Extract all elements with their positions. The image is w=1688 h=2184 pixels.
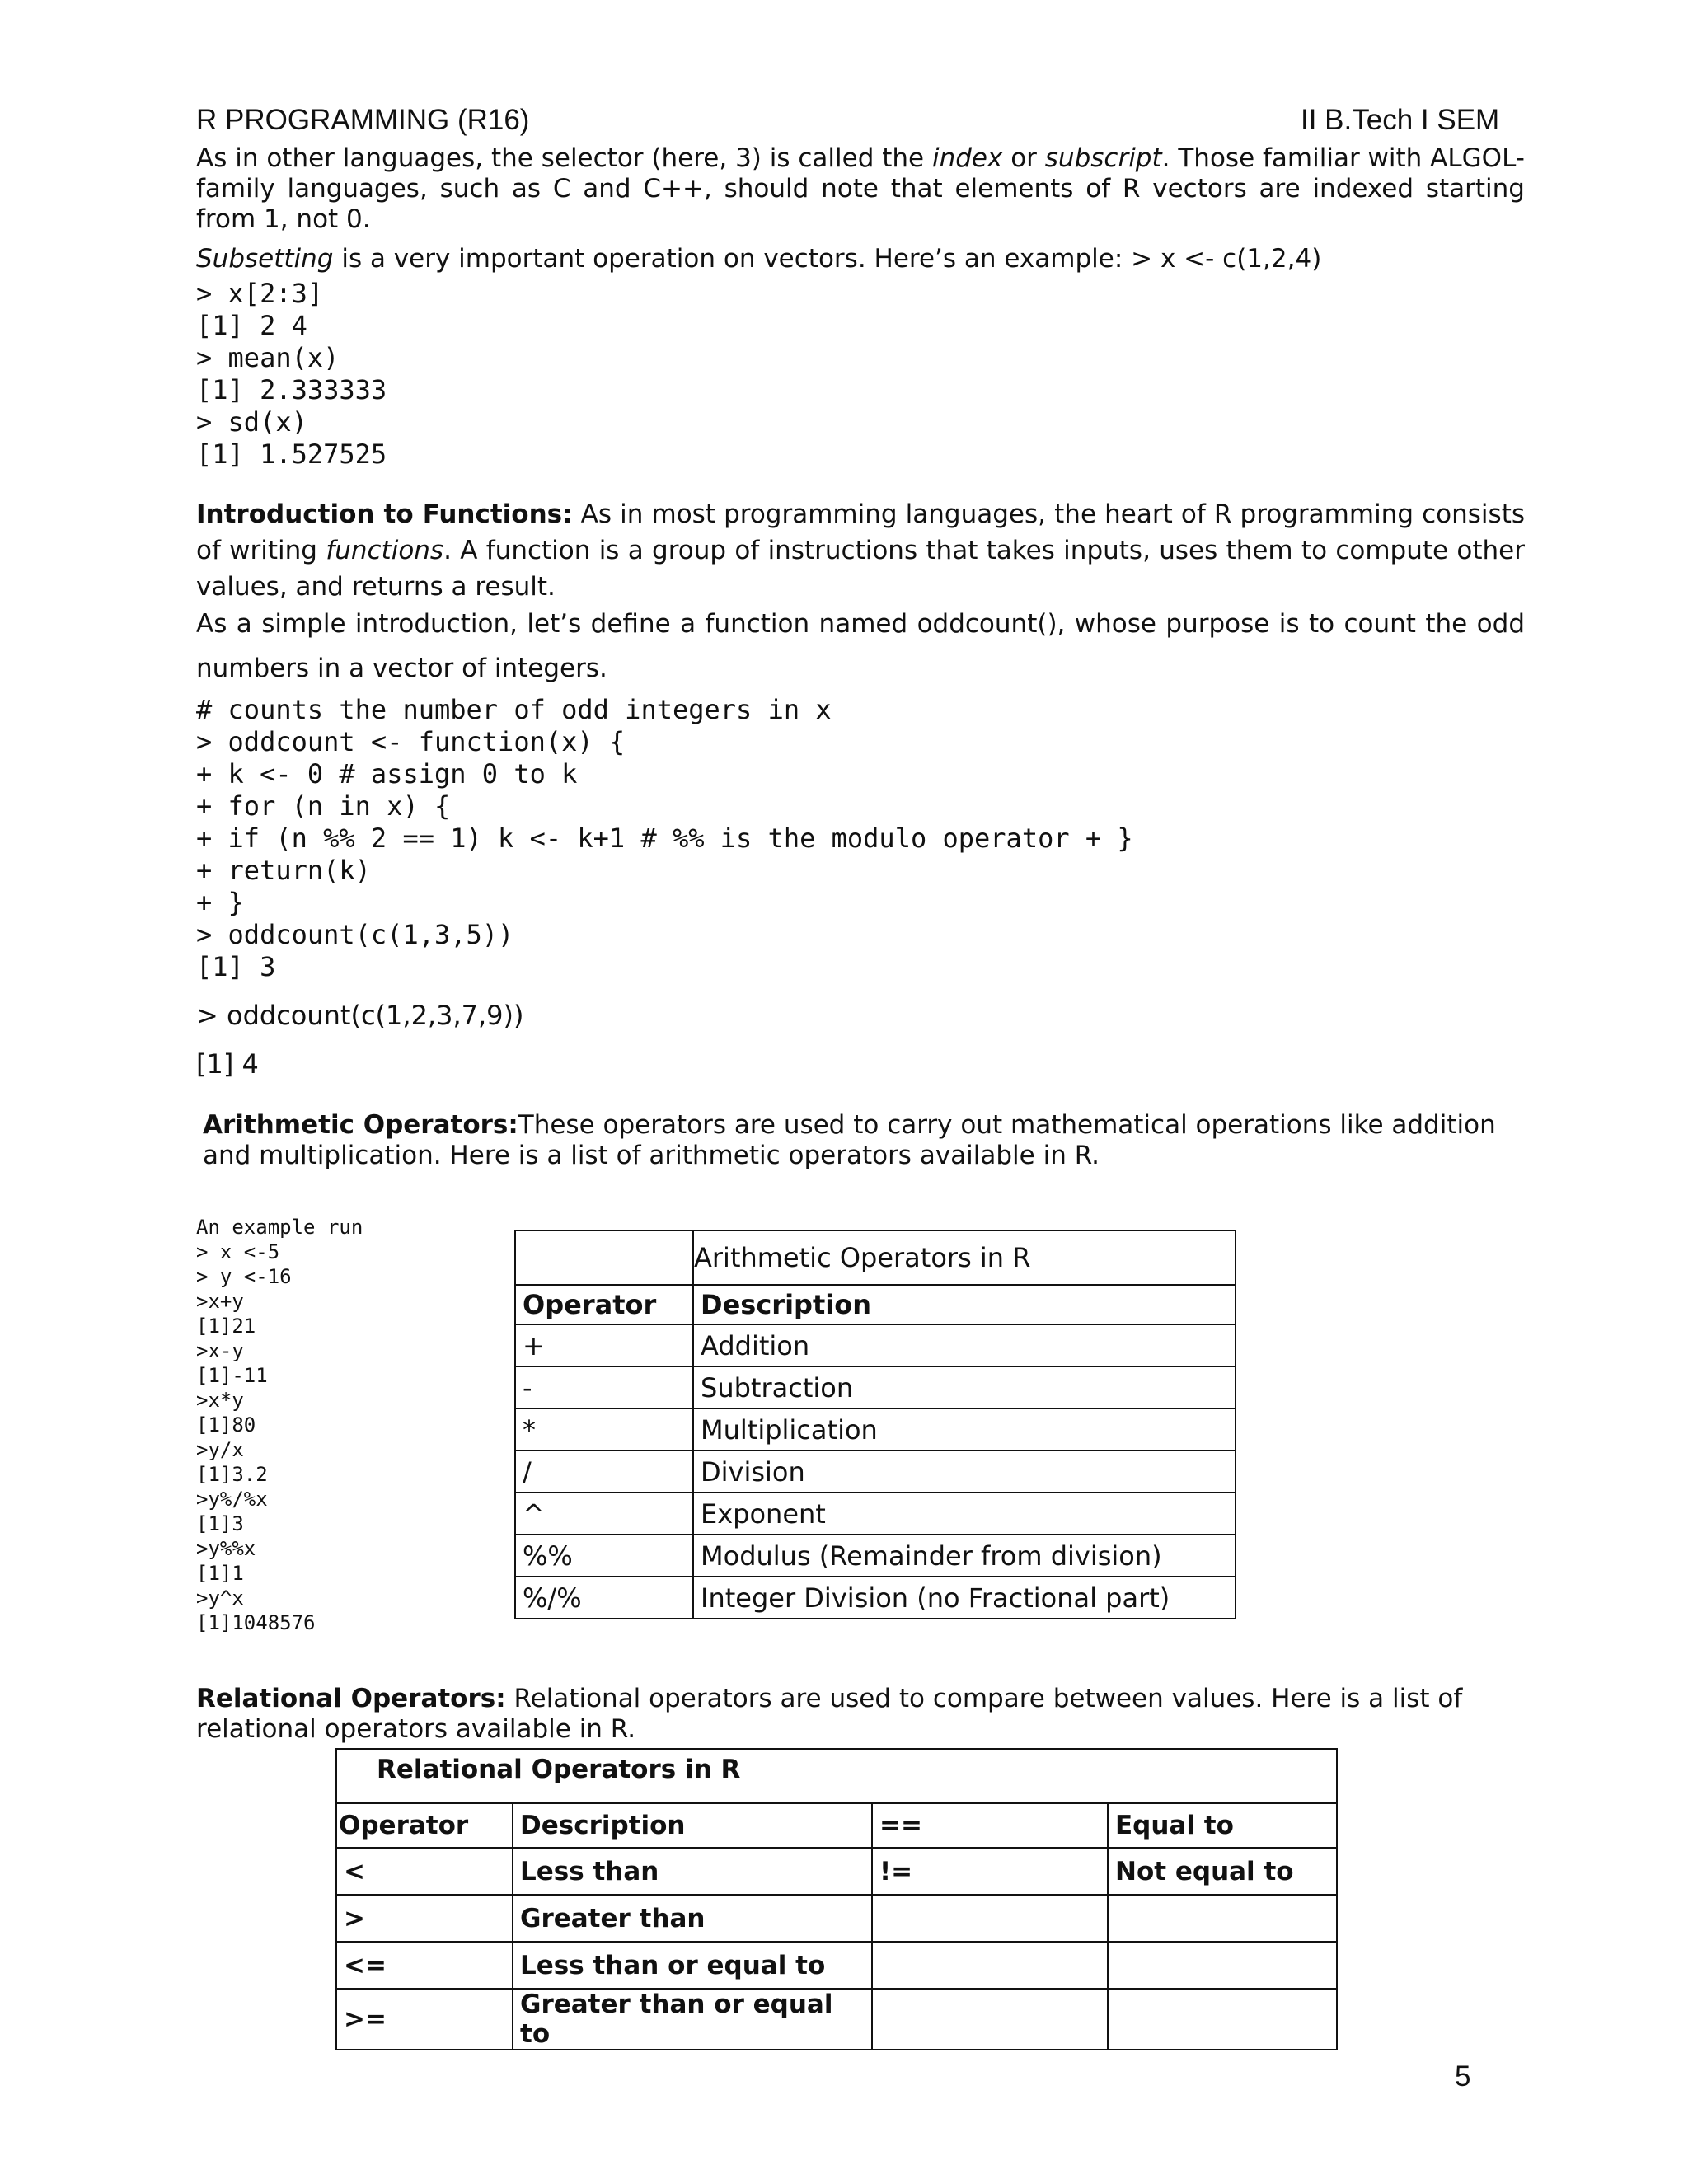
oddcount-call-line: > oddcount(c(1,2,3,7,9)) [196,1000,524,1031]
oddcount-code-block: # counts the number of odd integers in x > oddcount <- function(x) { + k <- 0 # assign 0 to k + for (n in x) { + if (n %% 2 == 1) k <- k+1 # %% is the modulo operator + } + return(k) + } > oddcount(c(1,3,5)) [1] 3 [196,694,1133,982]
arithmetic-example-run: An example run > x <-5 > y <-16 >x+y [1]21 >x-y [1]-11 >x*y [1]80 >y/x [1]3.2 >y%/%x [1]3 >y%%x [1]1 >y^x [1]1048576 [196,1216,363,1634]
header-course-title: R PROGRAMMING (R16) [196,104,530,136]
intro-paragraph: As in other languages, the selector (here, 3) is called the index or subscript. Those familiar with ALGOL-family languages, such as C and C++, should note that elements of R vectors are indexed starting from 1, not 0. [196,143,1525,234]
operator-cell [872,1942,1108,1989]
operator-cell [872,1895,1108,1942]
column-header-operator: Operator [515,1285,693,1324]
description-cell: Exponent [693,1493,1236,1535]
relational-heading: Relational Operators: [196,1684,506,1713]
table-row [336,1942,1337,1989]
operator-cell: + [515,1324,693,1366]
operator-cell [872,1989,1108,2050]
table-row [515,1408,1236,1451]
operator-cell: != [872,1848,1108,1895]
operator-cell: > [336,1895,513,1942]
operator-cell: < [336,1848,513,1895]
description-cell: Integer Division (no Fractional part) [693,1577,1236,1619]
functions-heading: Introduction to Functions: [196,499,573,529]
arithmetic-operators-table [514,1230,1236,1619]
description-cell: Multiplication [693,1408,1236,1451]
description-cell: Greater than or equal to [513,1989,872,2050]
operator-cell: ^ [515,1493,693,1535]
relational-paragraph: Relational Operators: Relational operators are used to compare between values. Here is a list of relational operators available in R. [196,1684,1463,1744]
column-header-description: Description [513,1803,872,1848]
table-row [515,1451,1236,1493]
operator-cell: <= [336,1942,513,1989]
arithmetic-table-title: Arithmetic Operators in R [693,1230,1236,1285]
header-semester: II B.Tech I SEM [1301,104,1500,136]
operator-cell: == [872,1803,1108,1848]
description-cell: Subtraction [693,1366,1236,1408]
subsetting-paragraph: Subsetting is a very important operation on vectors. Here’s an example: > x <- c(1,2,4) [196,244,1322,274]
operator-cell: * [515,1408,693,1451]
description-cell: Greater than [513,1895,872,1942]
relational-table-title: Relational Operators in R [336,1749,1337,1803]
description-cell: Less than or equal to [513,1942,872,1989]
operator-cell: / [515,1451,693,1493]
description-cell [1108,1942,1337,1989]
operator-cell: %/% [515,1577,693,1619]
table-row [336,1848,1337,1895]
operator-cell: - [515,1366,693,1408]
functions-paragraph: Introduction to Functions: As in most programming languages, the heart of R programming consists of writing functions. A function is a group of instructions that takes inputs, uses them to compute other values, and returns a result. [196,499,1526,602]
description-cell: Less than [513,1848,872,1895]
table-row [336,1989,1337,2050]
column-header-operator: Operator [336,1803,513,1848]
page-number: 5 [1455,2060,1471,2093]
operator-cell: >= [336,1989,513,2050]
description-cell: Modulus (Remainder from division) [693,1535,1236,1577]
table-row [515,1577,1236,1619]
description-cell: Addition [693,1324,1236,1366]
description-cell: Equal to [1108,1803,1337,1848]
table-row [336,1895,1337,1942]
table-cell [515,1230,693,1285]
subsetting-code-block: > x[2:3] [1] 2 4 > mean(x) [1] 2.333333 > sd(x) [1] 1.527525 [196,278,387,470]
relational-operators-table [335,1748,1338,2050]
oddcount-intro-paragraph: As a simple introduction, let’s define a function named oddcount(), whose purpose is to count the odd numbers in a vector of integers. [196,609,1525,683]
description-cell: Division [693,1451,1236,1493]
description-cell [1108,1895,1337,1942]
arithmetic-paragraph: Arithmetic Operators:These operators are used to carry out mathematical operations like addition and multiplication. Here is a list of arithmetic operators available in R. [203,1110,1496,1170]
oddcount-result-line: [1] 4 [196,1048,259,1080]
operator-cell: %% [515,1535,693,1577]
column-header-description: Description [693,1285,1236,1324]
description-cell [1108,1989,1337,2050]
table-row [515,1493,1236,1535]
table-row [515,1366,1236,1408]
description-cell: Not equal to [1108,1848,1337,1895]
table-row [515,1535,1236,1577]
table-row [515,1324,1236,1366]
arithmetic-heading: Arithmetic Operators: [203,1110,518,1140]
